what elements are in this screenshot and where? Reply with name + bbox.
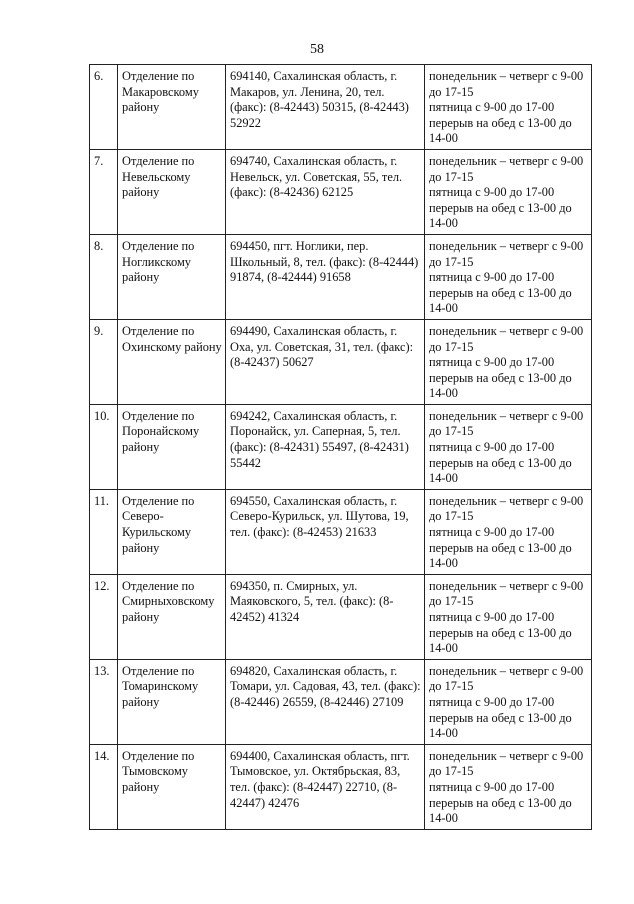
- office-name: Отделение по Тымовскому району: [118, 744, 226, 829]
- office-hours: [425, 744, 592, 829]
- office-name: Отделение по Невельскому району: [118, 149, 226, 234]
- hours-friday: пятница с 9-00 до 17-00: [429, 525, 555, 540]
- row-number: 14.: [90, 744, 118, 829]
- table-row: [90, 65, 592, 150]
- office-address: 694242, Сахалинская область, г. Поронайск, ул. Саперная, 5, тел. (факс): (8-42431) 55497, (8-42431) 55442: [226, 404, 425, 489]
- office-hours: [425, 234, 592, 319]
- office-hours: [425, 659, 592, 744]
- table-row: [90, 149, 592, 234]
- hours-friday: пятница с 9-00 до 17-00: [429, 100, 555, 115]
- office-name: Отделение по Ногликскому району: [118, 234, 226, 319]
- office-address: 694400, Сахалинская область, пгт. Тымовское, ул. Октябрьская, 83, тел. (факс): (8-42447) 22710, (8-42447) 42476: [226, 744, 425, 829]
- hours-lunch: перерыв на обед с 13-00 до 14-00: [429, 795, 572, 826]
- row-number: 11.: [90, 489, 118, 574]
- office-address: 694740, Сахалинская область, г. Невельск, ул. Советская, 55, тел. (факс): (8-42436) 62125: [226, 149, 425, 234]
- row-number: 13.: [90, 659, 118, 744]
- hours-weekdays: понедельник – четверг с 9-00 до 17-15: [429, 663, 584, 694]
- office-name: Отделение по Смирныховскому району: [118, 574, 226, 659]
- hours-weekdays: понедельник – четверг с 9-00 до 17-15: [429, 153, 584, 184]
- hours-lunch: перерыв на обед с 13-00 до 14-00: [429, 540, 572, 571]
- hours-weekdays: понедельник – четверг с 9-00 до 17-15: [429, 69, 584, 99]
- office-hours: [425, 65, 592, 150]
- office-hours: [425, 319, 592, 404]
- hours-lunch: перерыв на обед с 13-00 до 14-00: [429, 115, 572, 146]
- hours-weekdays: понедельник – четверг с 9-00 до 17-15: [429, 323, 584, 354]
- table-row: [90, 404, 592, 489]
- hours-weekdays: понедельник – четверг с 9-00 до 17-15: [429, 748, 584, 779]
- office-address: 694820, Сахалинская область, г. Томари, ул. Садовая, 43, тел. (факс): (8-42446) 26559, (8-42446) 27109: [226, 659, 425, 744]
- row-number: 9.: [90, 319, 118, 404]
- hours-friday: пятница с 9-00 до 17-00: [429, 779, 555, 794]
- table-row: [90, 234, 592, 319]
- hours-weekdays: понедельник – четверг с 9-00 до 17-15: [429, 408, 584, 439]
- hours-weekdays: понедельник – четверг с 9-00 до 17-15: [429, 238, 584, 269]
- office-name: Отделение по Охинскому району: [118, 319, 226, 404]
- hours-lunch: перерыв на обед с 13-00 до 14-00: [429, 370, 572, 401]
- office-hours: [425, 489, 592, 574]
- hours-lunch: перерыв на обед с 13-00 до 14-00: [429, 285, 572, 316]
- row-number: 8.: [90, 234, 118, 319]
- offices-table: [89, 64, 592, 830]
- hours-weekdays: понедельник – четверг с 9-00 до 17-15: [429, 578, 584, 609]
- office-address: 694350, п. Смирных, ул. Маяковского, 5, тел. (факс): (8-42452) 41324: [226, 574, 425, 659]
- page-number: 58: [310, 42, 324, 57]
- office-hours: [425, 149, 592, 234]
- hours-lunch: перерыв на обед с 13-00 до 14-00: [429, 455, 572, 486]
- office-address: 694450, пгт. Ноглики, пер. Школьный, 8, тел. (факс): (8-42444) 91874, (8-42444) 91658: [226, 234, 425, 319]
- office-name: Отделение по Макаровскому району: [118, 65, 226, 150]
- office-address: 694550, Сахалинская область, г. Северо-Курильск, ул. Шутова, 19, тел. (факс): (8-42453) 21633: [226, 489, 425, 574]
- table-row: [90, 319, 592, 404]
- row-number: 10.: [90, 404, 118, 489]
- office-hours: [425, 574, 592, 659]
- hours-lunch: перерыв на обед с 13-00 до 14-00: [429, 710, 572, 741]
- hours-friday: пятница с 9-00 до 17-00: [429, 185, 555, 200]
- hours-weekdays: понедельник – четверг с 9-00 до 17-15: [429, 493, 584, 524]
- table-row: [90, 489, 592, 574]
- office-name: Отделение по Томаринскому району: [118, 659, 226, 744]
- office-name: Отделение по Северо-Курильскому району: [118, 489, 226, 574]
- row-number: 7.: [90, 149, 118, 234]
- office-name: Отделение по Поронайскому району: [118, 404, 226, 489]
- hours-lunch: перерыв на обед с 13-00 до 14-00: [429, 625, 572, 656]
- table-row: [90, 574, 592, 659]
- hours-friday: пятница с 9-00 до 17-00: [429, 355, 555, 370]
- hours-friday: пятница с 9-00 до 17-00: [429, 610, 555, 624]
- hours-friday: пятница с 9-00 до 17-00: [429, 270, 555, 285]
- office-address: 694490, Сахалинская область, г. Оха, ул. Советская, 31, тел. (факс): (8-42437) 50627: [226, 319, 425, 404]
- hours-friday: пятница с 9-00 до 17-00: [429, 694, 555, 709]
- hours-lunch: перерыв на обед с 13-00 до 14-00: [429, 200, 572, 231]
- office-hours: [425, 404, 592, 489]
- table-row: [90, 659, 592, 744]
- row-number: 12.: [90, 574, 118, 659]
- office-address: 694140, Сахалинская область, г. Макаров, ул. Ленина, 20, тел. (факс): (8-42443) 50315, (8-42443) 52922: [226, 65, 425, 150]
- hours-friday: пятница с 9-00 до 17-00: [429, 440, 555, 455]
- table-row: [90, 744, 592, 829]
- row-number: 6.: [90, 65, 118, 150]
